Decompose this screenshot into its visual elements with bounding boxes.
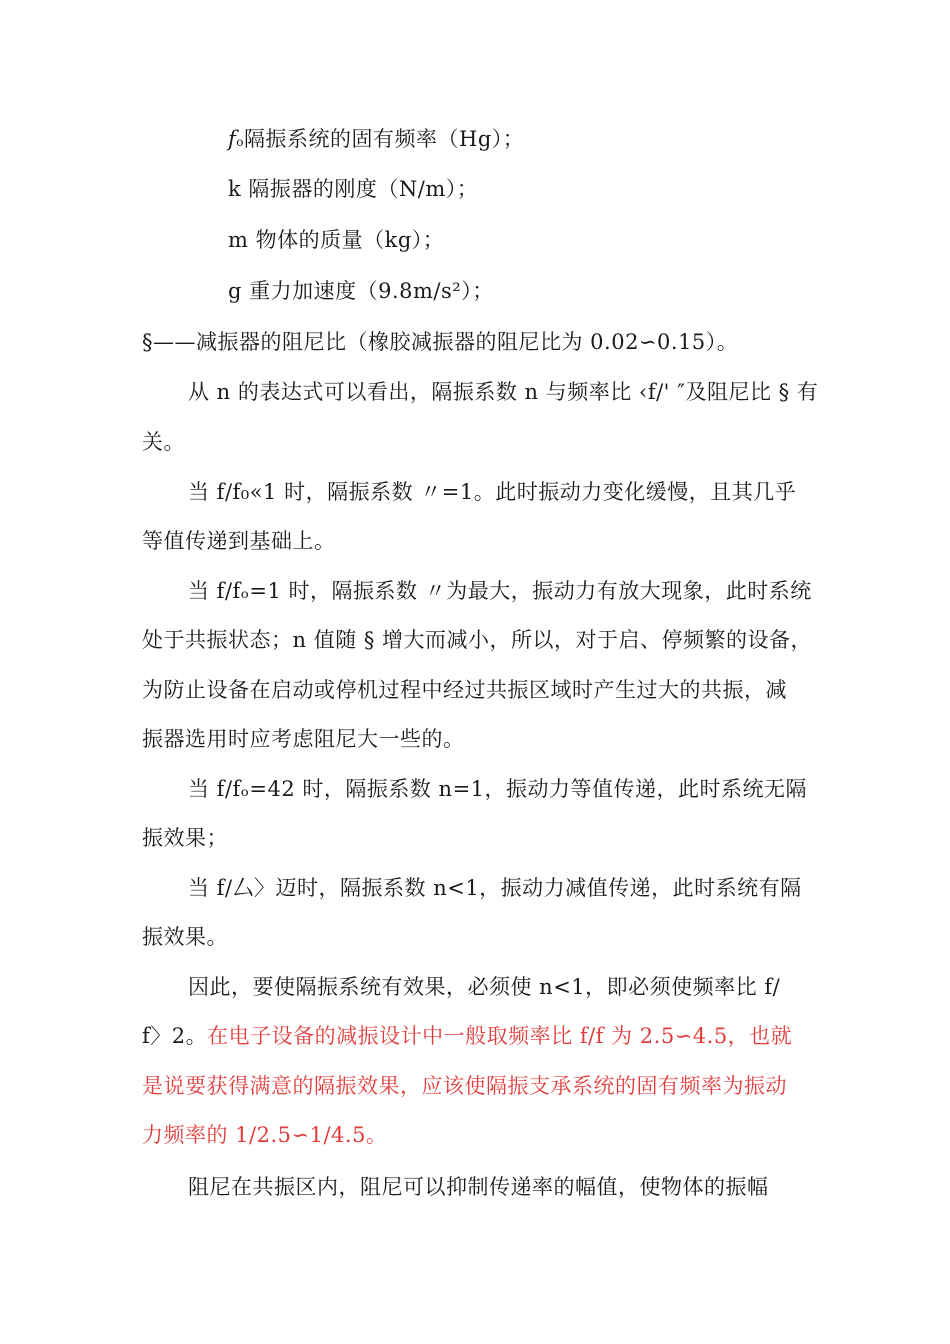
paragraph-3-line-4: 振器选用时应考虑阻尼大一些的。	[142, 727, 465, 751]
paragraph-3-line-2: 处于共振状态；n 值随 § 增大而减小，所以，对于启、停频繁的设备，	[142, 628, 813, 652]
paragraph-4-line-1: 当 f/fₒ=42 时，隔振系数 n=1，振动力等值传递，此时系统无隔	[188, 777, 808, 801]
paragraph-5-line-2: 振效果。	[142, 925, 228, 949]
symbol-subscript-o: o	[236, 135, 245, 149]
definition-text: 隔振系统的固有频率（Hg）；	[244, 127, 525, 151]
paragraph-2-line-2: 等值传递到基础上。	[142, 529, 336, 553]
paragraph-6-line-2-highlight: 在电子设备的减振设计中一般取频率比 f/f 为 2.5∽4.5，也就	[207, 1024, 793, 1048]
definition-gravity: g 重力加速度（9.8m/s²）；	[228, 279, 494, 303]
paragraph-4-line-2: 振效果；	[142, 826, 228, 850]
definition-natural-frequency	[228, 124, 524, 157]
paragraph-1-line-1: 从 n 的表达式可以看出，隔振系数 n 与频率比 ‹f/' ″及阻尼比 § 有	[188, 380, 819, 404]
symbol-f: f	[228, 127, 237, 151]
paragraph-6-line-4-highlight: 力频率的 1/2.5∽1/4.5。	[142, 1123, 388, 1147]
paragraph-7-line-1: 阻尼在共振区内，阻尼可以抑制传递率的幅值，使物体的振幅	[188, 1175, 769, 1199]
paragraph-6-line-1: 因此，要使隔振系统有效果，必须使 n<1，即必须使频率比 f/	[188, 975, 781, 999]
paragraph-5-line-1: 当 f/厶〉迈时，隔振系数 n<1，振动力减值传递，此时系统有隔	[188, 876, 802, 900]
paragraph-2-line-1: 当 f/f₀«1 时，隔振系数 〃=1。此时振动力变化缓慢，且其几乎	[188, 480, 797, 504]
paragraph-3-line-3: 为防止设备在启动或停机过程中经过共振区域时产生过大的共振，减	[142, 678, 787, 702]
paragraph-3-line-1: 当 f/fₒ=1 时，隔振系数 〃为最大，振动力有放大现象，此时系统	[188, 579, 812, 603]
paragraph-6-line-2-black: f〉2。	[142, 1024, 208, 1048]
paragraph-6-line-3-highlight: 是说要获得满意的隔振效果，应该使隔振支承系统的固有频率为振动	[142, 1074, 787, 1098]
paragraph-1-line-2: 关。	[142, 430, 185, 454]
definition-mass: m 物体的质量（kg）；	[228, 228, 445, 252]
damping-ratio-line: §——减振器的阻尼比（橡胶减振器的阻尼比为 0.02∽0.15）。	[142, 330, 739, 354]
definition-stiffness: k 隔振器的刚度（N/m）；	[228, 177, 479, 201]
paragraph-6-line-2	[142, 1021, 792, 1051]
